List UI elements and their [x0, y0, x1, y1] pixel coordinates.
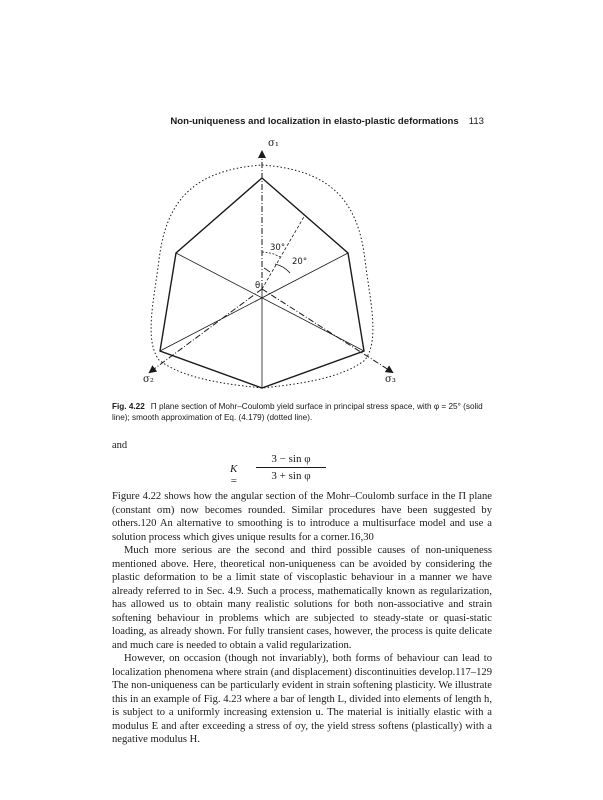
equation-numerator: 3 − sin φ — [271, 453, 311, 465]
paragraph: However, on occasion (though not invariably), both forms of behaviour can lead to localization phenomena where strain (and displacement) discontinuities develop.117–129 The non-uniqueness can be particularly evident in strain softening plasticity. We illustrate this in an example of Fig. 4.23 where a bar of length L, divided into elements of length h, is subject to a uniformly increasing extension u. The material is initially elastic with a modulus E and after exceeding a stress of σy, the yield stress softens (plastically) with a negative modulus H. — [112, 653, 492, 745]
theta-tick — [264, 268, 270, 272]
sigma3-label: σ₃ — [385, 374, 396, 385]
angle-20-label: 20° — [292, 257, 308, 267]
sigma2-label: σ₂ — [143, 374, 154, 385]
equation-fraction — [256, 453, 326, 482]
body-text — [112, 490, 492, 747]
sigma2-axis — [150, 289, 262, 372]
caption-text: Π plane section of Mohr–Coulomb yield surface in principal stress space, with φ = 25° (solid line); smooth approximation of Eq. (4.179) (dotted line). — [112, 402, 483, 422]
paragraph: Much more serious are the second and third possible causes of non-uniqueness mentioned above. Here, theoretical non-uniqueness can be avoided by considering the plastic deformation to be a limit state of viscoplastic behaviour in a manner we have already referred to in Sec. 4.9. Such a process, mathematically known as regularization, has allowed us to obtain many realistic solutions for both non-associative and strain softening behaviour in problems which are subjected to steady-state or quasi-static loading, as already shown. For fully transient cases, however, the process is quite delicate and much care is needed to obtain a valid regularization. — [112, 545, 492, 651]
angle-arc — [275, 264, 290, 273]
theta-label: θ — [255, 281, 261, 291]
equation-denominator: 3 + sin φ — [271, 470, 311, 482]
figure-number: Fig. 4.22 — [112, 402, 145, 411]
page-number: 113 — [468, 116, 484, 127]
sigma1-label: σ₁ — [268, 138, 279, 149]
diagonal-line — [176, 253, 364, 351]
diagonal-line — [160, 253, 348, 351]
figure-caption — [112, 402, 492, 423]
equation-lhs: K = — [230, 463, 238, 487]
header-title: Non-uniqueness and localization in elasto-plastic deformations — [170, 116, 459, 127]
paragraph: Figure 4.22 shows how the angular section of the Mohr–Coulomb surface in the Π plane (constant σm) now becomes rounded. Similar procedures have been suggested by others.120 An alternative to smoothing is to introduce a multisurface model and use a solution process which gives unique results for a corner.16,30 — [112, 491, 492, 543]
and-text: and — [112, 440, 128, 451]
angle-30-label: 30° — [270, 243, 286, 253]
